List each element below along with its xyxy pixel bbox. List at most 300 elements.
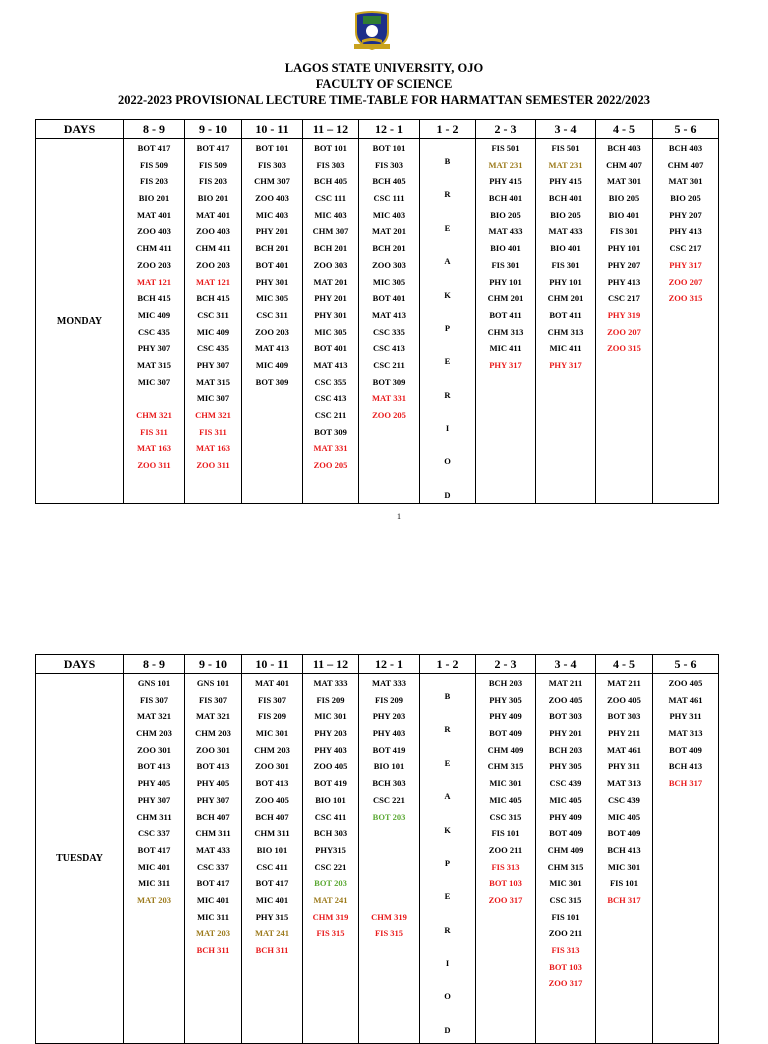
course-code: MIC 305 — [372, 276, 406, 287]
course-code: ZOO 315 — [607, 343, 641, 354]
course-code: PHY 307 — [196, 359, 230, 370]
course-code: CHM 311 — [195, 828, 231, 839]
course-code: FIS 307 — [257, 694, 287, 705]
course-code: BCH 203 — [548, 744, 583, 755]
course-code: CHM 319 — [371, 911, 407, 922]
course-code: CSC 221 — [373, 794, 405, 805]
course-code: FIS 501 — [491, 143, 520, 153]
course-code: ZOO 317 — [548, 978, 583, 989]
course-code: CHM 409 — [487, 744, 524, 755]
course-code: CHM 411 — [195, 243, 231, 254]
course-code: PHY 413 — [669, 226, 702, 237]
course-code: FIS 307 — [139, 694, 169, 705]
course-code: PHY 207 — [669, 209, 702, 220]
course-code: FIS 101 — [609, 878, 639, 889]
course-code: ZOO 203 — [255, 326, 289, 337]
course-code: CHM 307 — [254, 176, 290, 187]
course-code: BIO 205 — [670, 193, 701, 204]
column-header-days: DAYS — [36, 655, 124, 674]
course-code: PHY 403 — [314, 744, 347, 755]
course-code: MIC 411 — [489, 343, 522, 354]
course-code: MIC 301 — [255, 728, 289, 739]
course-code: BOT 409 — [669, 744, 702, 755]
course-code: MIC 301 — [489, 778, 522, 789]
course-code: CSC 411 — [314, 811, 347, 822]
course-code: FIS 303 — [316, 159, 345, 170]
course-code: MIC 409 — [255, 359, 289, 370]
course-code: MAT 413 — [255, 343, 289, 354]
break-letter: I — [445, 423, 450, 433]
course-code: CSC 315 — [549, 894, 582, 905]
course-code: MAT 231 — [488, 159, 523, 170]
course-code: CSC 217 — [669, 243, 702, 254]
course-code: CHM 311 — [136, 811, 172, 822]
course-code: MIC 401 — [255, 894, 289, 905]
course-code: PHY 305 — [549, 761, 582, 772]
course-code: CSC 413 — [373, 343, 405, 354]
break-letter: P — [444, 857, 451, 868]
course-code: PHY 201 — [314, 293, 347, 304]
time-slot-cell — [124, 674, 185, 1044]
course-code: BCH 407 — [255, 811, 289, 822]
course-code: BIO 201 — [197, 193, 229, 204]
course-code: CSC 315 — [489, 811, 522, 822]
course-code: FIS 311 — [199, 426, 227, 437]
time-slot-cell — [242, 139, 303, 504]
break-letter: R — [444, 389, 451, 400]
course-code: MAT 433 — [196, 844, 230, 855]
course-code: BOT 413 — [255, 778, 289, 789]
course-code: PHY 415 — [549, 176, 582, 187]
column-header-time: 10 - 11 — [242, 655, 303, 674]
course-code: ZOO 203 — [196, 259, 230, 270]
break-letter: K — [444, 289, 451, 300]
course-code: MAT 315 — [137, 359, 171, 370]
course-code: CHM 203 — [254, 744, 290, 755]
course-code: MIC 401 — [137, 861, 171, 872]
course-code: ZOO 311 — [196, 460, 230, 471]
faculty-name: FACULTY OF SCIENCE — [315, 77, 453, 91]
column-header-time: 1 - 2 — [420, 655, 476, 674]
break-letter: O — [444, 456, 451, 467]
course-code: MAT 231 — [548, 159, 583, 170]
time-slot-cell — [596, 139, 653, 504]
course-code: BOT 203 — [372, 811, 406, 822]
course-code: ZOO 303 — [313, 259, 348, 270]
break-letter: P — [444, 322, 451, 333]
course-code: FIS 303 — [257, 159, 287, 170]
course-code: FIS 303 — [374, 159, 404, 170]
course-code: PHY 101 — [489, 276, 522, 287]
course-code: MAT 331 — [313, 443, 348, 454]
course-code: MIC 401 — [196, 894, 230, 905]
course-code: PHY 203 — [314, 728, 347, 739]
course-code: PHY 403 — [372, 728, 406, 739]
column-header-time: 12 - 1 — [359, 655, 420, 674]
break-letter: E — [444, 356, 451, 367]
course-code: MAT 315 — [196, 376, 230, 387]
course-code: PHY 307 — [137, 794, 171, 805]
time-slot-cell — [359, 139, 420, 504]
course-code: CHM 201 — [487, 293, 524, 304]
break-letter: R — [444, 189, 451, 200]
course-code: ZOO 403 — [137, 226, 171, 237]
column-header-time: 10 - 11 — [242, 120, 303, 139]
course-code: BOT 417 — [137, 143, 171, 153]
course-code: ZOO 211 — [548, 928, 583, 939]
course-code: MAT 201 — [372, 226, 406, 237]
break-letter: A — [444, 791, 451, 802]
course-code: BOT 101 — [314, 143, 347, 153]
course-code: MAT 331 — [372, 393, 406, 404]
course-code: ZOO 311 — [137, 460, 171, 471]
course-code: BOT 103 — [489, 878, 522, 889]
course-code: BOT 101 — [372, 143, 406, 153]
course-code: CSC 355 — [314, 376, 347, 387]
course-code: GNS 101 — [137, 678, 171, 688]
course-code: FIS 313 — [491, 861, 520, 872]
course-code: MIC 403 — [372, 209, 406, 220]
course-code: PHY 311 — [607, 761, 641, 772]
course-code: BCH 303 — [372, 778, 406, 789]
course-code: MAT 241 — [313, 894, 348, 905]
course-code: CSC 411 — [256, 861, 288, 872]
course-code: PHY 409 — [549, 811, 582, 822]
course-code: MIC 409 — [196, 326, 230, 337]
course-code: MIC 403 — [314, 209, 347, 220]
column-header-days: DAYS — [36, 120, 124, 139]
course-code: BCH 201 — [372, 243, 406, 254]
column-header-time: 9 - 10 — [185, 120, 242, 139]
course-code: PHY 207 — [607, 259, 641, 270]
course-code: BCH 415 — [137, 293, 171, 304]
course-code: BOT 409 — [607, 828, 641, 839]
course-code: PHY 307 — [196, 794, 230, 805]
course-code: CSC 111 — [373, 193, 405, 204]
course-code: PHY 201 — [549, 728, 582, 739]
course-code: CSC 439 — [549, 778, 582, 789]
course-code: PHY 305 — [489, 694, 522, 705]
course-code: BCH 407 — [196, 811, 230, 822]
course-code: PHY 301 — [255, 276, 289, 287]
course-code: FIS 203 — [139, 176, 169, 187]
course-code: BIO 401 — [550, 243, 581, 254]
time-slot-cell — [536, 139, 596, 504]
break-period-cell — [420, 139, 476, 504]
course-code: GNS 101 — [196, 678, 230, 688]
course-code: PHY 315 — [255, 911, 289, 922]
course-code: ZOO 301 — [137, 744, 171, 755]
course-code: PHY 405 — [137, 778, 171, 789]
course-code: MIC 405 — [489, 794, 522, 805]
course-code: BOT 417 — [196, 143, 230, 153]
university-name: LAGOS STATE UNIVERSITY, OJO — [284, 61, 484, 75]
course-code: MIC 405 — [607, 811, 641, 822]
course-code: MAT 163 — [196, 443, 230, 454]
course-code: BOT 401 — [255, 259, 289, 270]
course-code: CSC 221 — [314, 861, 347, 872]
course-code: FIS 209 — [316, 694, 345, 705]
course-code: BOT 419 — [372, 744, 406, 755]
course-code: MAT 401 — [255, 678, 289, 688]
course-code: BOT 417 — [137, 844, 171, 855]
course-code: BOT 417 — [196, 878, 230, 889]
course-code: MIC 301 — [314, 711, 347, 722]
course-code: ZOO 301 — [196, 744, 230, 755]
course-code: CSC 413 — [314, 393, 347, 404]
course-code: MAT 301 — [607, 176, 641, 187]
column-header-time: 3 - 4 — [536, 655, 596, 674]
course-code: BOT 303 — [607, 711, 641, 722]
course-code: MIC 403 — [255, 209, 289, 220]
course-code: CHM 311 — [254, 828, 290, 839]
course-code: MIC 305 — [255, 293, 289, 304]
course-code: PHY 319 — [607, 309, 641, 320]
course-code: BOT 401 — [314, 343, 347, 354]
course-code: CHM 321 — [136, 410, 172, 420]
break-letter: D — [444, 489, 451, 500]
course-code: PHY 203 — [372, 711, 406, 722]
course-code: MAT 313 — [607, 778, 641, 789]
university-crest-logo — [350, 10, 394, 50]
break-letter: R — [444, 924, 451, 935]
course-code: BOT 417 — [255, 878, 289, 889]
course-code: PHY 317 — [489, 359, 522, 370]
course-code: CHM 313 — [487, 326, 524, 337]
course-code: CHM 201 — [547, 293, 584, 304]
column-header-time: 11 – 12 — [303, 655, 359, 674]
break-letter: B — [444, 691, 451, 701]
course-code: FIS 301 — [609, 226, 639, 237]
course-code: ZOO 303 — [372, 259, 406, 270]
timetable-tuesday — [35, 654, 719, 1044]
course-code: FIS 209 — [257, 711, 287, 722]
course-code: MIC 301 — [549, 878, 582, 889]
course-code: CHM 407 — [667, 159, 704, 170]
course-code: MAT 433 — [488, 226, 523, 237]
column-header-time: 11 – 12 — [303, 120, 359, 139]
course-code: PHY 307 — [137, 343, 171, 354]
course-code: MAT 401 — [196, 209, 230, 220]
course-code: BCH 405 — [313, 176, 348, 187]
course-code: MIC 411 — [549, 343, 582, 354]
course-code: MAT 211 — [607, 678, 641, 688]
day-label: TUESDAY — [36, 674, 124, 1044]
course-code: CSC 337 — [197, 861, 229, 872]
column-header-time: 8 - 9 — [124, 655, 185, 674]
course-code: BCH 201 — [255, 243, 289, 254]
column-header-time: 1 - 2 — [420, 120, 476, 139]
course-code: MAT 321 — [137, 711, 171, 722]
course-code: MIC 307 — [137, 376, 171, 387]
course-code: ZOO 315 — [668, 293, 703, 304]
course-code: BOT 411 — [549, 309, 582, 320]
course-code: CHM 315 — [547, 861, 584, 872]
timetable-monday — [35, 119, 719, 504]
break-letter: E — [444, 222, 451, 233]
course-code: CSC 217 — [608, 293, 640, 304]
course-code: BCH 317 — [607, 894, 641, 905]
course-code: MAT 301 — [668, 176, 703, 187]
course-code: BIO 205 — [550, 209, 581, 220]
time-slot-cell — [596, 674, 653, 1044]
time-slot-cell — [303, 139, 359, 504]
course-code: CSC 311 — [256, 309, 288, 320]
course-code: MAT 241 — [255, 928, 289, 939]
course-code: FIS 311 — [140, 426, 168, 437]
column-header-time: 12 - 1 — [359, 120, 420, 139]
course-code: CSC 435 — [197, 343, 229, 354]
break-letter: E — [444, 891, 451, 902]
course-code: MAT 313 — [668, 728, 703, 739]
course-code: MAT 461 — [607, 744, 641, 755]
break-letter: D — [444, 1024, 451, 1035]
course-code: BOT 411 — [489, 309, 522, 320]
course-code: CHM 319 — [312, 911, 349, 922]
course-code: ZOO 405 — [313, 761, 348, 772]
course-code: BIO 205 — [490, 209, 521, 220]
course-code: ZOO 207 — [668, 276, 703, 287]
course-code: BIO 401 — [490, 243, 521, 254]
course-code: PHY 101 — [549, 276, 582, 287]
course-code: BCH 401 — [488, 193, 523, 204]
course-code: MAT 433 — [548, 226, 583, 237]
course-code: BCH 415 — [196, 293, 230, 304]
course-code: ZOO 211 — [488, 844, 523, 855]
course-code: MIC 405 — [549, 794, 582, 805]
column-header-time: 3 - 4 — [536, 120, 596, 139]
course-code: BOT 309 — [314, 426, 347, 437]
course-code: MAT 203 — [137, 894, 171, 905]
break-period-cell — [420, 674, 476, 1044]
break-letter: I — [445, 958, 450, 968]
course-code: BOT 409 — [489, 728, 522, 739]
course-code: MAT 333 — [372, 678, 406, 688]
course-code: BCH 413 — [668, 761, 703, 772]
course-code: CHM 313 — [547, 326, 584, 337]
course-code: MAT 121 — [196, 276, 230, 287]
column-header-time: 9 - 10 — [185, 655, 242, 674]
course-code: PHY 405 — [196, 778, 230, 789]
course-code: PHY 409 — [489, 711, 522, 722]
course-code: CHM 203 — [136, 728, 172, 739]
course-code: CSC 335 — [373, 326, 405, 337]
course-code: ZOO 205 — [372, 410, 406, 420]
course-code: CSC 311 — [197, 309, 229, 320]
course-code: ZOO 203 — [137, 259, 171, 270]
course-code: MAT 401 — [137, 209, 171, 220]
course-code: MAT 203 — [196, 928, 230, 939]
course-code: BIO 205 — [608, 193, 640, 204]
time-slot-cell — [536, 674, 596, 1044]
page-number: 1 — [397, 512, 401, 521]
course-code: MAT 413 — [372, 309, 406, 320]
time-slot-cell — [124, 139, 185, 504]
course-code: MAT 321 — [196, 711, 230, 722]
course-code: FIS 501 — [551, 143, 580, 153]
course-code: CHM 321 — [195, 410, 231, 420]
course-code: ZOO 405 — [668, 678, 703, 688]
time-slot-cell — [185, 674, 242, 1044]
course-code: MAT 461 — [668, 694, 703, 705]
time-slot-cell — [476, 139, 536, 504]
timetable-title: 2022-2023 PROVISIONAL LECTURE TIME-TABLE FOR HARMATTAN SEMESTER 2022/2023 — [117, 93, 651, 107]
course-code: MAT 121 — [137, 276, 171, 287]
course-code: BCH 311 — [196, 945, 230, 955]
course-code: PHY 317 — [549, 359, 582, 370]
course-code: PHY 317 — [669, 259, 702, 270]
course-code: BOT 409 — [549, 828, 582, 839]
course-code: BIO 401 — [608, 209, 640, 220]
course-code: BOT 303 — [549, 711, 582, 722]
course-code: BIO 101 — [373, 761, 405, 772]
course-code: MAT 333 — [313, 678, 348, 688]
column-header-time: 4 - 5 — [596, 655, 653, 674]
break-letter: R — [444, 724, 451, 735]
course-code: BIO 101 — [315, 794, 346, 805]
course-code: MIC 311 — [197, 911, 229, 922]
course-code: BCH 311 — [255, 945, 289, 955]
course-code: FIS 509 — [139, 159, 169, 170]
course-code: MIC 409 — [137, 309, 171, 320]
course-code: MIC 311 — [138, 878, 170, 889]
time-slot-cell — [476, 674, 536, 1044]
break-letter: B — [444, 156, 451, 166]
course-code: FIS 307 — [198, 694, 228, 705]
course-code: BOT 309 — [372, 376, 406, 387]
course-code: BCH 317 — [668, 778, 703, 789]
course-code: FIS 301 — [551, 259, 580, 270]
course-code: FIS 315 — [316, 928, 345, 939]
course-code: CSC 111 — [315, 193, 346, 204]
column-header-time: 5 - 6 — [653, 120, 719, 139]
column-header-time: 2 - 3 — [476, 655, 536, 674]
course-code: PHY315 — [315, 844, 346, 855]
course-code: BOT 419 — [314, 778, 347, 789]
course-code: CSC 435 — [138, 326, 170, 337]
course-code: CSC 211 — [373, 359, 405, 370]
course-code: BOT 413 — [137, 761, 171, 772]
course-code: CHM 203 — [195, 728, 231, 739]
course-code: MAT 163 — [137, 443, 171, 454]
course-code: PHY 311 — [669, 711, 702, 722]
course-code: BCH 401 — [548, 193, 583, 204]
course-code: FIS 315 — [374, 928, 404, 939]
course-code: ZOO 301 — [255, 761, 289, 772]
course-code: BOT 401 — [372, 293, 406, 304]
course-code: BCH 403 — [668, 143, 703, 153]
course-code: CSC 337 — [138, 828, 170, 839]
course-code: CHM 411 — [136, 243, 172, 254]
course-code: PHY 415 — [489, 176, 522, 187]
course-code: ZOO 403 — [255, 193, 289, 204]
course-code: MAT 413 — [313, 359, 348, 370]
course-code: FIS 209 — [374, 694, 404, 705]
course-code: CHM 409 — [547, 844, 584, 855]
column-header-time: 5 - 6 — [653, 655, 719, 674]
course-code: ZOO 207 — [607, 326, 641, 337]
course-code: BCH 203 — [488, 678, 523, 688]
column-header-time: 2 - 3 — [476, 120, 536, 139]
course-code: MIC 307 — [196, 393, 230, 404]
course-code: ZOO 405 — [255, 794, 289, 805]
course-code: BCH 303 — [313, 828, 348, 839]
course-code: BCH 403 — [607, 143, 641, 153]
time-slot-cell — [303, 674, 359, 1044]
course-code: BIO 101 — [256, 844, 288, 855]
time-slot-cell — [359, 674, 420, 1044]
time-slot-cell — [653, 674, 719, 1044]
